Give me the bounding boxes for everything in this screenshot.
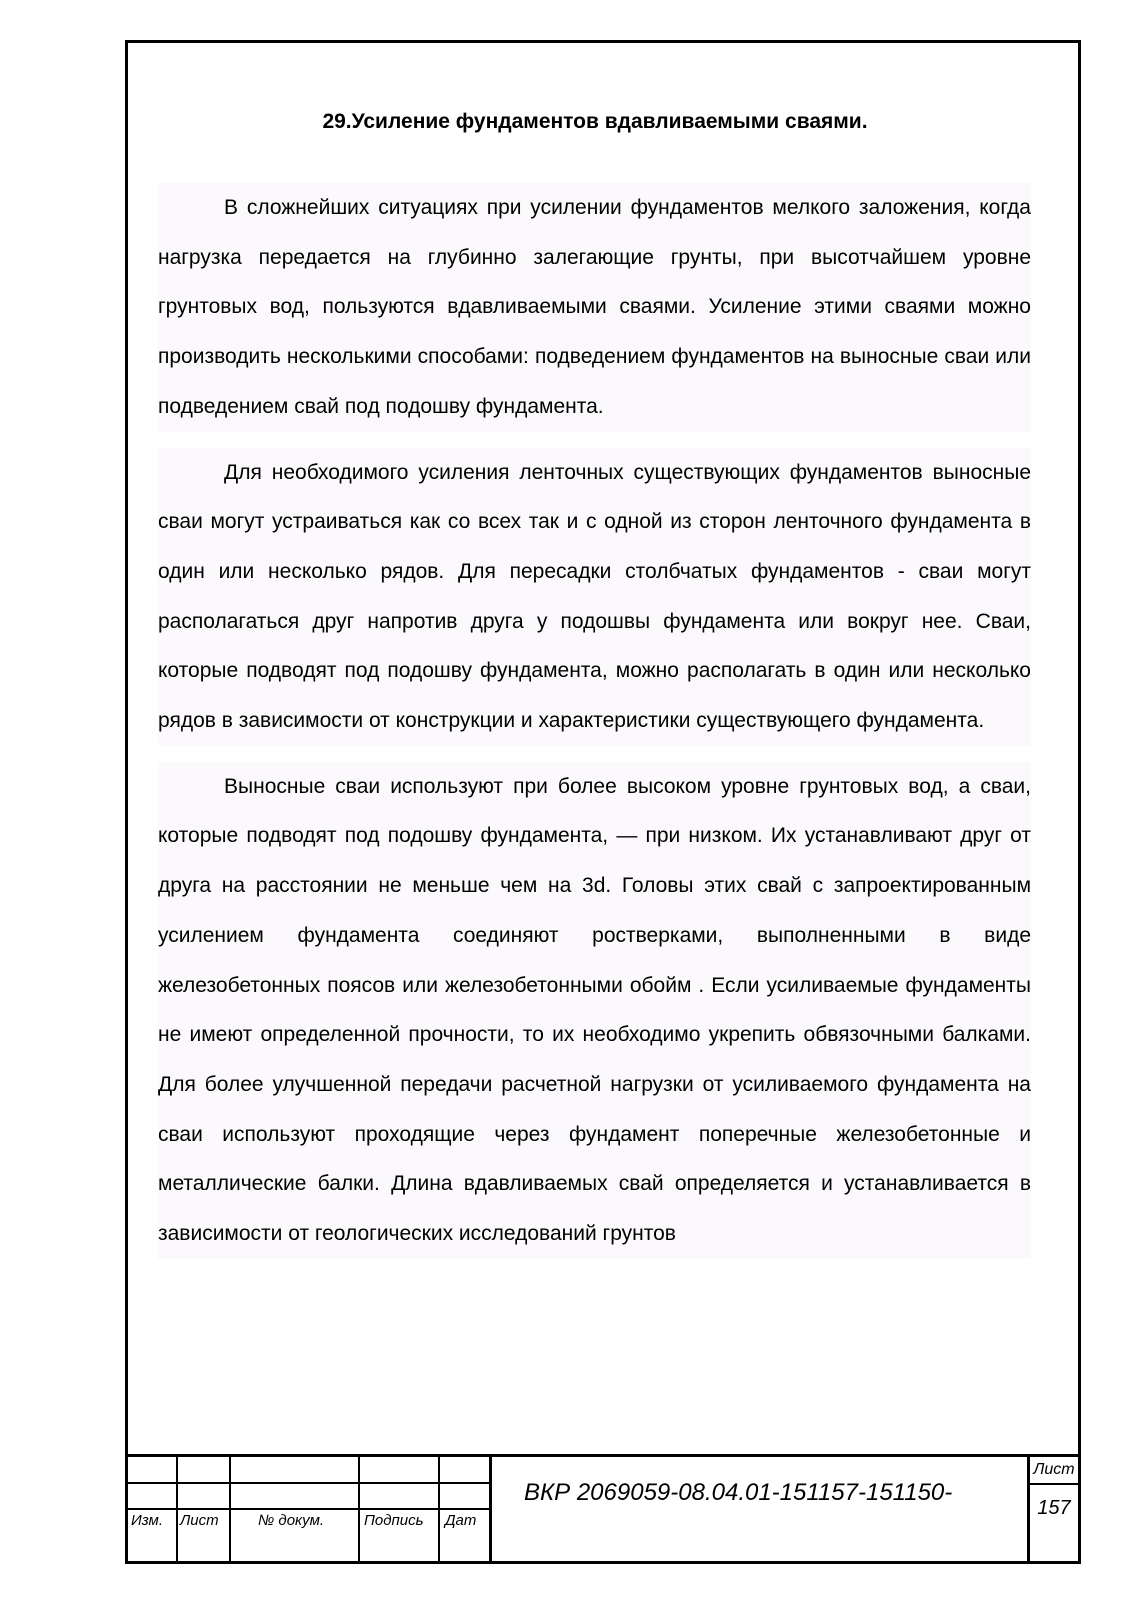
paragraph-1: В сложнейших ситуациях при усилении фундаментов мелкого заложения, когда нагрузка передается на глубинно залегающие грунты, при высотчайшем уровне грунтовых вод, пользуются вдавливаемыми сваями. Усиление этими сваями можно производить несколькими способами: подведением фундаментов на выносные сваи или подведением свай под подошву фундамента. [158, 183, 1031, 432]
stamp-row-line-1 [125, 1482, 490, 1484]
paragraph-2: Для необходимого усиления ленточных существующих фундаментов выносные сваи могут устраиваться как со всех так и с одной из сторон ленточного фундамента в один или несколько рядов. Для пересадки столбчатых фундаментов - сваи могут располагаться друг напротив друга у подошвы фундамента или вокруг нее. Сваи, которые подводят под подошву фундамента, можно располагать в один или несколько рядов в зависимости от конструкции и характеристики существующего фундамента. [158, 448, 1031, 746]
stamp-col-line-5 [489, 1455, 492, 1564]
document-body [158, 183, 1031, 1275]
section-heading: 29.Усиление фундаментов вдавливаемыми сваями. [322, 110, 868, 133]
stamp-col-line-2 [229, 1455, 231, 1564]
stamp-label-list: Лист [180, 1512, 219, 1529]
document-code: ВКР 2069059-08.04.01-151157-151150- [524, 1479, 953, 1506]
stamp-label-doc: № докум. [258, 1512, 325, 1529]
stamp-sheet-divider [1028, 1483, 1081, 1485]
sheet-number: 157 [1037, 1497, 1071, 1519]
stamp-label-date: Дат [445, 1512, 477, 1529]
sheet-label: Лист [1033, 1461, 1075, 1478]
stamp-row-line-2 [125, 1508, 490, 1510]
stamp-label-izm: Изм. [131, 1512, 163, 1529]
stamp-col-line-1 [176, 1455, 178, 1564]
stamp-label-sign: Подпись [364, 1512, 424, 1529]
paragraph-3: Выносные сваи используют при более высоком уровне грунтовых вод, а сваи, которые подводят под подошву фундамента, — при низком. Их устанавливают друг от друга на расстоянии не меньше чем на 3d. Головы этих свай с запроектированным усилением фундамента соединяют ростверками, выполненными в виде железобетонных поясов или железобетонными обойм . Если усиливаемые фундаменты не имеют определенной прочности, то их необходимо укрепить обвязочными балками. Для более улучшенной передачи расчетной нагрузки от усиливаемого фундамента на сваи используют проходящие через фундамент поперечные железобетонные и металлические балки. Длина вдавливаемых свай определяется и устанавливается в зависимости от геологических исследований грунтов [158, 762, 1031, 1259]
stamp-col-line-4 [438, 1455, 440, 1564]
stamp-top-line [125, 1454, 1081, 1457]
stamp-col-line-3 [358, 1455, 360, 1564]
